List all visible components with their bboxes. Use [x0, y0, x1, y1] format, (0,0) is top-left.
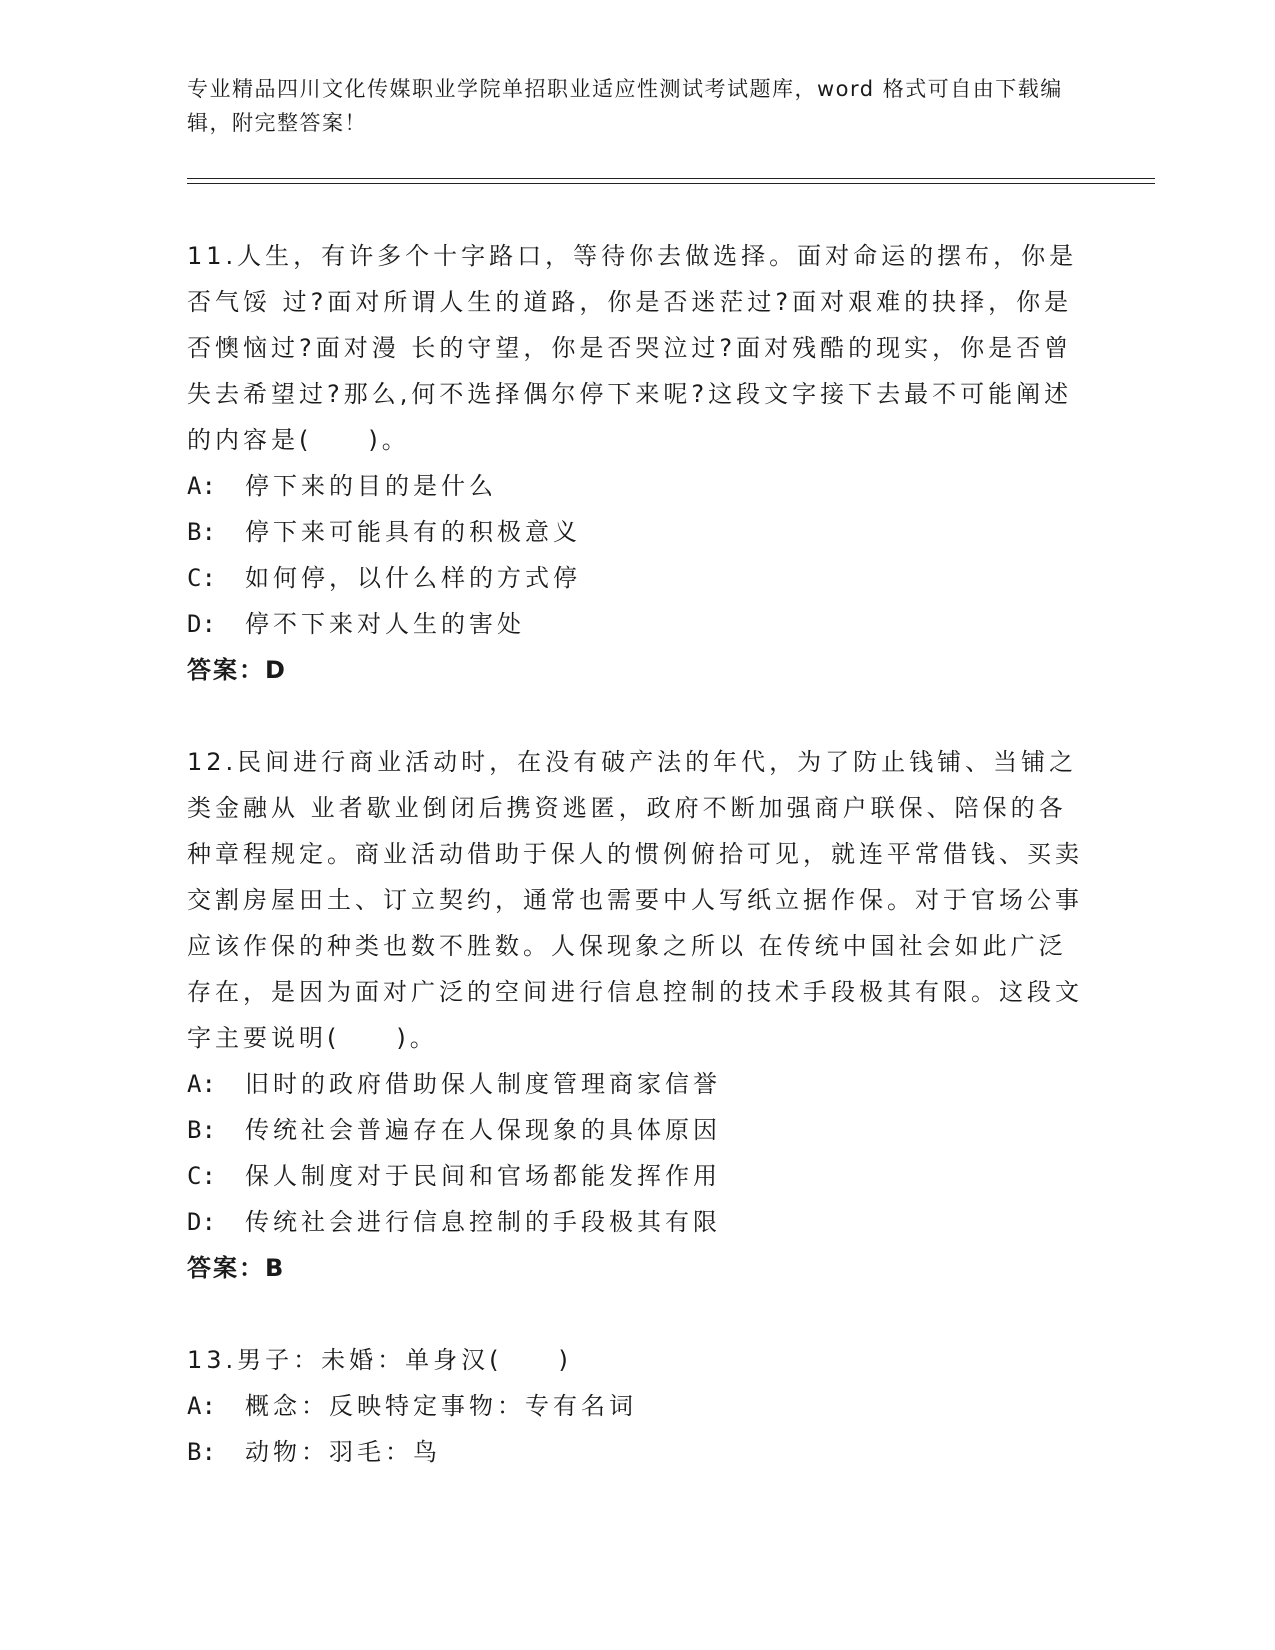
- question-11: [187, 233, 1087, 693]
- question-12: [187, 739, 1087, 1291]
- option-letter: A:: [187, 1392, 216, 1420]
- question-13: [187, 1337, 1087, 1475]
- option-text: 动物：羽毛：鸟: [245, 1438, 441, 1466]
- option-b: [187, 509, 1087, 555]
- question-stem: 12.民间进行商业活动时，在没有破产法的年代，为了防止钱铺、当铺之类金融从 业者歇业倒闭后携资逃匿，政府不断加强商户联保、陪保的各种章程规定。商业活动借助于保人的惯例俯拾可见，就连平常借钱、买卖交割房屋田土、订立契约，通常也需要中人写纸立据作保。对于官场公事应该作保的种类也数不胜数。人保现象之所以 在传统中国社会如此广泛存在，是因为面对广泛的空间进行信息控制的技术手段极其有限。这段文字主要说明( )。: [187, 748, 1083, 1052]
- header-rule-bottom: [187, 183, 1155, 184]
- option-letter: C:: [187, 564, 216, 592]
- option-b: [187, 1107, 1087, 1153]
- header-rule-top: [187, 178, 1155, 179]
- option-text: 概念：反映特定事物：专有名词: [245, 1392, 637, 1420]
- option-c: [187, 555, 1087, 601]
- option-letter: C:: [187, 1162, 216, 1190]
- answer: 答案：B: [187, 1254, 286, 1282]
- option-text: 传统社会进行信息控制的手段极其有限: [245, 1208, 721, 1236]
- option-d: [187, 1199, 1087, 1245]
- option-a: [187, 1383, 1087, 1429]
- question-stem: 13.男子：未婚：单身汉( ): [187, 1346, 572, 1374]
- option-letter: B:: [187, 518, 216, 546]
- option-letter: B:: [187, 1438, 216, 1466]
- option-text: 保人制度对于民间和官场都能发挥作用: [245, 1162, 721, 1190]
- option-letter: D:: [187, 610, 216, 638]
- option-letter: D:: [187, 1208, 216, 1236]
- option-text: 停不下来对人生的害处: [245, 610, 525, 638]
- option-b: [187, 1429, 1087, 1475]
- option-text: 旧时的政府借助保人制度管理商家信誉: [245, 1070, 721, 1098]
- question-list: [187, 233, 1087, 1521]
- option-letter: A:: [187, 1070, 216, 1098]
- option-letter: A:: [187, 472, 216, 500]
- option-text: 停下来的目的是什么: [245, 472, 497, 500]
- option-a: [187, 463, 1087, 509]
- question-stem: 11.人生，有许多个十字路口，等待你去做选择。面对命运的摆布，你是否气馁 过?面对所谓人生的道路，你是否迷茫过?面对艰难的抉择，你是否懊恼过?面对漫 长的守望，你是否哭泣过?面对残酷的现实，你是否曾失去希望过?那么,何不选择偶尔停下来呢?这段文字接下去最不可能阐述的内容是( )。: [187, 242, 1078, 454]
- option-a: [187, 1061, 1087, 1107]
- option-text: 传统社会普遍存在人保现象的具体原因: [245, 1116, 721, 1144]
- document-header: 专业精品四川文化传媒职业学院单招职业适应性测试考试题库，word 格式可自由下载编辑，附完整答案！: [187, 77, 1063, 135]
- option-c: [187, 1153, 1087, 1199]
- option-text: 如何停，以什么样的方式停: [245, 564, 581, 592]
- option-letter: B:: [187, 1116, 216, 1144]
- answer: 答案：D: [187, 656, 287, 684]
- option-text: 停下来可能具有的积极意义: [245, 518, 581, 546]
- option-d: [187, 601, 1087, 647]
